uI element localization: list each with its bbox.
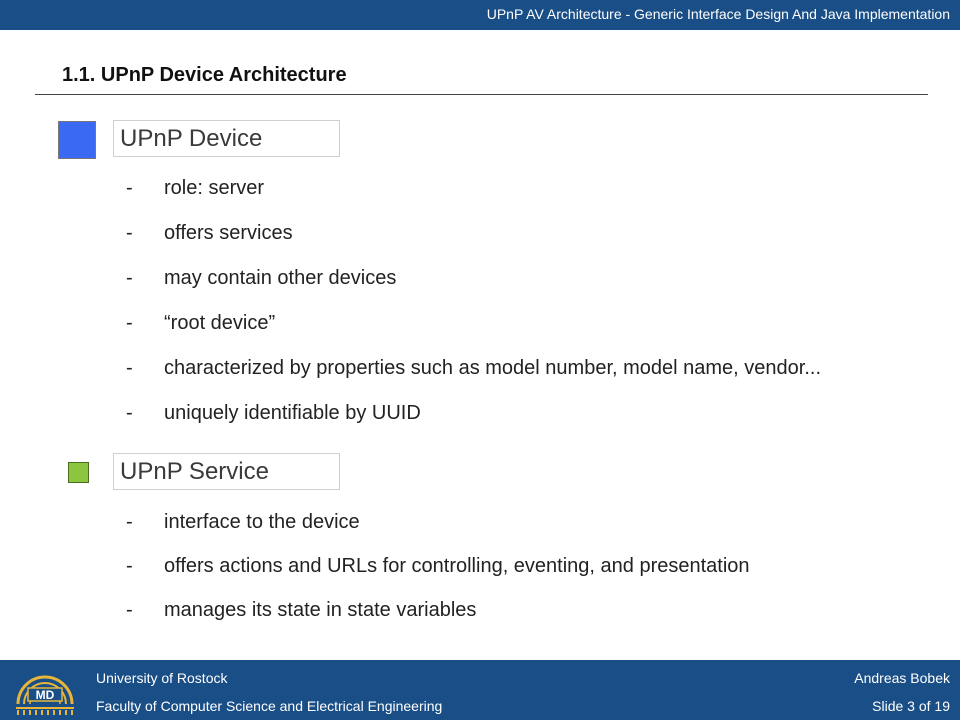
dash-icon: - [126,222,133,244]
service-bullet-list [126,509,886,641]
dash-icon: - [126,555,133,577]
list-item-text: manages its state in state variables [164,599,477,621]
logo-text: MD [35,688,55,702]
footer-bar [0,660,960,720]
dash-icon: - [126,599,133,621]
list-item-text: offers actions and URLs for controlling, eventing, and presentation [164,555,750,577]
list-item [126,400,886,426]
list-item [126,355,886,381]
list-item-text: may contain other devices [164,267,397,289]
dash-icon: - [126,511,133,533]
service-label: UPnP Service [113,453,340,490]
university-name: University of Rostock [96,670,228,686]
device-bullet-list [126,175,886,445]
presentation-title: UPnP AV Architecture - Generic Interface Design And Java Implementation [486,6,950,22]
dash-icon: - [126,177,133,199]
faculty-name: Faculty of Computer Science and Electrical Engineering [96,698,443,714]
list-item-text: interface to the device [164,511,360,533]
service-square-icon [68,462,89,483]
dash-icon: - [126,402,133,424]
title-divider [35,94,928,95]
list-item-text: “root device” [164,312,276,334]
device-square-icon [58,121,96,159]
list-item-text: role: server [164,177,265,199]
list-item-text: characterized by properties such as model number, model name, vendor... [164,357,822,379]
section-title: 1.1. UPnP Device Architecture [62,64,347,86]
list-item [126,265,886,291]
header-bar [0,0,960,30]
list-item [126,175,886,201]
dash-icon: - [126,357,133,379]
list-item [126,509,886,535]
list-item [126,553,886,579]
dash-icon: - [126,267,133,289]
list-item [126,597,886,623]
author-name: Andreas Bobek [854,670,950,686]
list-item-text: offers services [164,222,293,244]
list-item [126,220,886,246]
dash-icon: - [126,312,133,334]
list-item [126,310,886,336]
university-logo-icon [12,664,78,716]
slide-number: Slide 3 of 19 [872,698,950,714]
device-label: UPnP Device [113,120,340,157]
list-item-text: uniquely identifiable by UUID [164,402,421,424]
